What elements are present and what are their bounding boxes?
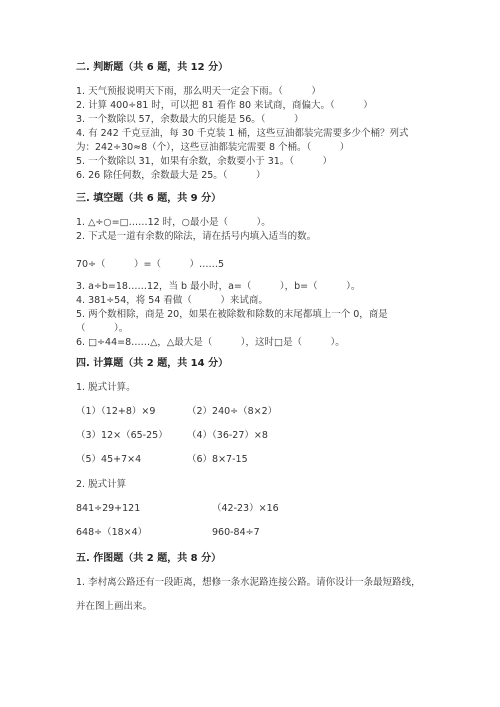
judgment-q6: 6. 26 除任何数，余数最大是 25。（ ） xyxy=(76,170,266,181)
fill-q2-equation: 70÷（ ）=（ ）……5 xyxy=(76,259,225,270)
calc-q2-item-1: 841÷29+121 xyxy=(76,503,141,514)
fill-q5-line1: 5. 两个数相除，商是 20，如果在被除数和除数的末尾都填上一个 0，商是 xyxy=(76,309,388,320)
fill-q6: 6. □÷44=8……△，△最大是（ ），这时□是（ ）。 xyxy=(76,337,345,348)
calc-q1-item-5: （5）45+7×4 xyxy=(76,454,142,465)
section-heading-fill-blank: 三. 填空题（共 6 题，共 9 分） xyxy=(76,193,222,204)
judgment-q3: 3. 一个数除以 57，余数最大的只能是 56。（ ） xyxy=(76,114,304,125)
calc-q2-item-2: （42-23）×16 xyxy=(212,503,279,514)
calc-q2-item-4: 960-84÷7 xyxy=(212,527,260,538)
calc-q1-title: 1. 脱式计算。 xyxy=(76,382,136,393)
fill-q1: 1. △÷○=□……12 时，○最小是（ ）。 xyxy=(76,217,271,228)
judgment-q1: 1. 天气预报说明天下雨，那么明天一定会下雨。（ ） xyxy=(76,86,321,97)
judgment-q2: 2. 计算 400÷81 时，可以把 81 看作 80 来试商，商偏大。（ ） xyxy=(76,100,373,111)
calc-q1-item-6: （6）8×7-15 xyxy=(187,454,248,465)
section-heading-calculation: 四. 计算题（共 2 题，共 14 分） xyxy=(76,358,229,369)
judgment-q4-line1: 4. 有 242 千克豆油，每 30 千克装 1 桶，这些豆油都装完需要多少个桶？列式 xyxy=(76,128,409,139)
fill-q2: 2. 下式是一道有余数的除法，请在括号内填入适当的数。 xyxy=(76,231,317,242)
judgment-q5: 5. 一个数除以 31，如果有余数，余数要小于 31。（ ） xyxy=(76,156,333,167)
judgment-q4-line2: 为：242÷30≈8（个），这些豆油都装完需要 8 个桶。（ ） xyxy=(76,142,350,153)
section-heading-judgment: 二. 判断题（共 6 题，共 12 分） xyxy=(76,62,229,73)
calc-q1-item-4: （4）（36-27）×8 xyxy=(187,430,268,441)
calc-q2-title: 2. 脱式计算 xyxy=(76,479,127,490)
calc-q1-item-1: （1）（12+8）×9 xyxy=(76,406,156,417)
fill-q5-line2: （ ）。 xyxy=(76,323,129,334)
drawing-q1-line1: 1. 李村离公路还有一段距离，想修一条水泥路连接公路。请你设计一条最短路线， xyxy=(76,577,421,588)
calc-q1-item-3: （3）12×（65-25） xyxy=(76,430,168,441)
section-heading-drawing: 五. 作图题（共 2 题，共 8 分） xyxy=(76,553,222,564)
fill-q4: 4. 381÷54，将 54 看做（ ）来试商。 xyxy=(76,295,268,306)
drawing-q1-line2: 并在图上画出来。 xyxy=(76,601,153,612)
calc-q1-item-2: （2）240÷（8×2） xyxy=(187,406,278,417)
calc-q2-item-3: 648÷（18×4） xyxy=(76,527,148,538)
fill-q3: 3. a÷b=18……12，当 b 最小时，a=（ ），b=（ ）。 xyxy=(76,281,361,292)
